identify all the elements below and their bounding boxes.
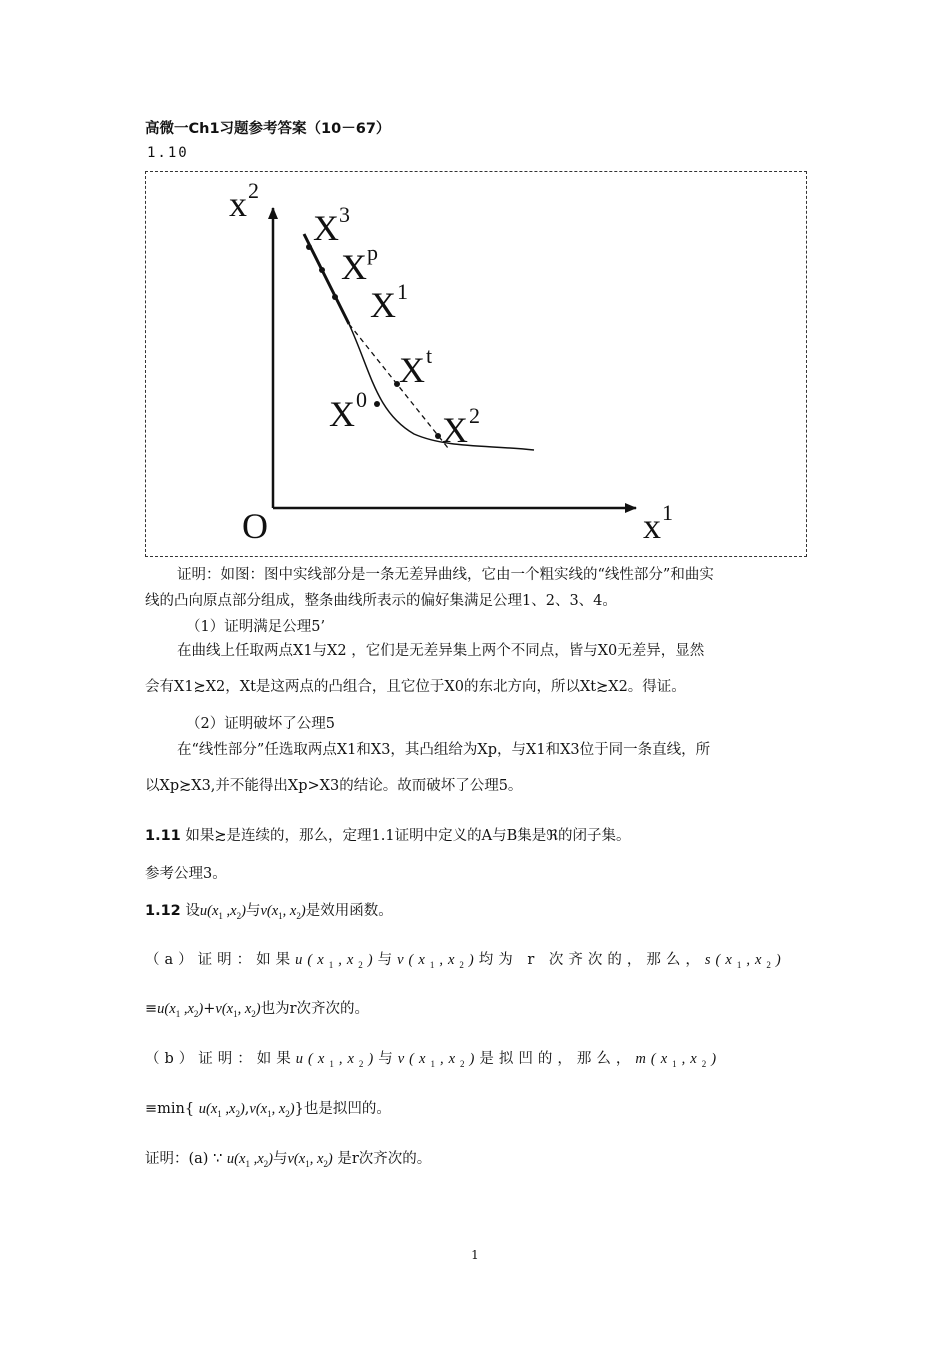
label-x3-sup: 3 <box>339 202 350 227</box>
subsection-2-line1: 在“线性部分”任选取两点X1和X3，其凸组给为Xp，与X1和X3位于同一条直线，所 <box>177 742 711 758</box>
label-xt: X <box>399 350 425 390</box>
label-x1-sup: 1 <box>397 279 408 304</box>
formula-v: $v(x_1$, $x_2$) <box>287 1151 333 1169</box>
formula-v: $v(x_1,x_2)$ <box>397 952 479 970</box>
page-title: 高微一Ch1习题参考答案（10－67） <box>145 121 391 137</box>
x-axis-label-sup: 1 <box>662 500 673 525</box>
question-text: 如果≿是连续的，那么，定理1.1证明中定义的A与B集是ℜ的闭子集。 <box>185 828 631 844</box>
part-b-line2: ≡min{ $u(x_1$ $,x_2),v(x_1$, $x_2$)}也是拟凹的。 <box>145 1101 391 1119</box>
part-a-proof: 证明：(a) ∵ $u(x_1$ $,x_2$)与$v(x_1$, $x_2$) 是r次齐次的。 <box>145 1151 432 1169</box>
point-x1 <box>332 294 338 300</box>
label-xt-sup: t <box>426 343 433 368</box>
label-x2: X <box>442 410 468 450</box>
label-x2-sup: 2 <box>469 403 480 428</box>
formula-v: $v(x_1,x_2)$ <box>397 1051 480 1069</box>
question-number: 1.11 <box>145 828 181 844</box>
formula-u: $u(x_1$ $,x_2$) <box>199 903 246 921</box>
section-number: 1.10 <box>147 145 189 161</box>
label-xp-sup: p <box>367 240 378 265</box>
formula-u: $u(x_1,x_2)$ <box>295 1051 379 1069</box>
point-xp <box>319 267 325 273</box>
subsection-1-line1: 在曲线上任取两点X1与X2 ，它们是无差异集上两个不同点，皆与X0无差异，显然 <box>177 643 705 659</box>
subsection-2-title: （2）证明破坏了公理5 <box>186 716 335 732</box>
proof-paragraph-line1: 证明：如图：图中实线部分是一条无差异曲线，它由一个粗实线的“线性部分”和曲实 <box>177 567 714 583</box>
indifference-curve-figure <box>145 171 807 557</box>
question-number: 1.12 <box>145 903 181 919</box>
subsection-1-line2: 会有X1≿X2，Xt是这两点的凸组合，且它位于X0的东北方向，所以Xt≿X2。得证。 <box>145 679 686 695</box>
question-1-12 <box>145 901 393 926</box>
label-x1: X <box>370 285 396 325</box>
question-1-11-reference: 参考公理3。 <box>145 866 227 882</box>
question-1-11 <box>145 826 631 846</box>
formula-v: $v(x_1$, $x_2$) <box>260 903 306 921</box>
point-x3 <box>306 244 312 250</box>
point-x0 <box>374 401 380 407</box>
text-segment: 设 <box>185 903 200 919</box>
label-x0-sup: 0 <box>356 387 367 412</box>
part-a-line2: $\equiv u(x_1$ $,x_2)+v(x_1$, $x_2$)也为r次齐次的。 <box>145 1001 370 1019</box>
formula-s: $s(x_1,x_2)$ <box>704 952 786 970</box>
figure-svg <box>146 172 808 558</box>
formula-u: $u(x_1$ $,x_2$) <box>198 1101 245 1119</box>
y-axis-label: x <box>229 184 247 224</box>
part-b-line1: （b）证明：如果$u(x_1,x_2)$与$v(x_1,x_2)$是拟凹的，那么，$m(x_1,x_2)$ <box>145 1051 722 1069</box>
point-x2 <box>435 433 441 439</box>
text-segment: 与 <box>245 903 261 919</box>
part-a-line1: （a）证明：如果$u(x_1,x_2)$与$v(x_1,x_2)$均为 r 次齐次的，那么，$s(x_1,x_2)$ <box>145 952 786 970</box>
label-x0: X <box>329 394 355 434</box>
label-x3: X <box>313 208 339 248</box>
formula-u: $u(x_1$ $,x_2$) <box>157 1001 204 1019</box>
formula-v: $v(x_1$, $x_2$) <box>215 1001 261 1019</box>
formula-u: $u(x_1,x_2)$ <box>295 952 378 970</box>
formula-m: $m(x_1,x_2)$ <box>635 1051 722 1069</box>
text-segment: 是效用函数。 <box>305 903 393 919</box>
label-xp: X <box>341 247 367 287</box>
origin-label: O <box>242 506 268 546</box>
formula-u: $u(x_1$ $,x_2$) <box>226 1151 273 1169</box>
formula-v: $v(x_1$, $x_2$) <box>249 1101 295 1119</box>
y-axis-label-sup: 2 <box>248 178 259 203</box>
subsection-1-title: （1）证明满足公理5’ <box>186 619 326 635</box>
proof-paragraph-line2: 线的凸向原点部分组成，整条曲线所表示的偏好集满足公理1、2、3、4。 <box>145 593 617 609</box>
page-number: 1 <box>471 1248 479 1262</box>
x-axis-label: x <box>643 506 661 546</box>
subsection-2-line2: 以Xp≿X3,并不能得出Xp>X3的结论。故而破坏了公理5。 <box>145 778 523 794</box>
